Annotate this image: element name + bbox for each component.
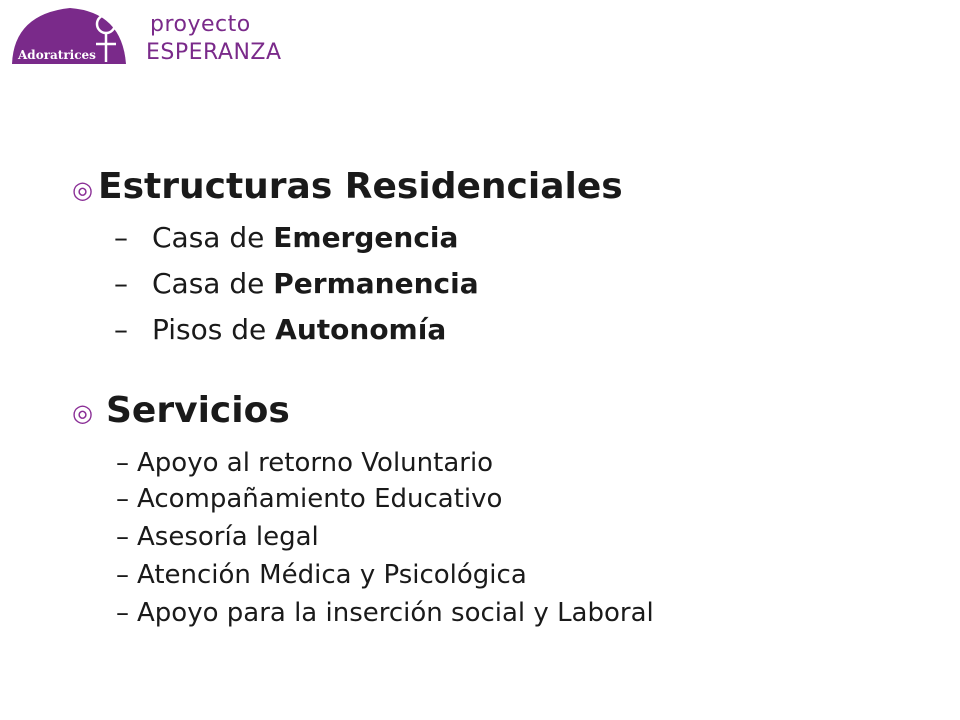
logo <box>10 4 282 68</box>
list-dash: – <box>116 484 129 514</box>
list-dash: – <box>114 221 128 254</box>
list-item-text: Acompañamiento Educativo <box>137 484 503 514</box>
section-heading: Servicios <box>106 390 290 431</box>
list-item <box>116 600 654 626</box>
list-dash: – <box>114 313 128 346</box>
logo-brand: Adoratrices <box>18 48 96 62</box>
list-dash: – <box>116 598 129 628</box>
list-item-text: Apoyo para la inserción social y Laboral <box>137 598 654 628</box>
list-item-text: Asesoría legal <box>137 522 319 552</box>
list-item <box>114 267 479 300</box>
list-item-text: Atención Médica y Psicológica <box>137 560 527 590</box>
logo-esperanza: ESPERANZA <box>146 40 282 65</box>
list-item-bold: Emergencia <box>273 221 459 254</box>
logo-proyecto: proyecto <box>150 12 251 37</box>
list-dash: – <box>116 448 129 478</box>
circled-ring-bullet-icon: ◎ <box>72 176 93 204</box>
list-item-prefix: Casa de <box>152 221 274 254</box>
list-dash: – <box>114 267 128 300</box>
section-heading: Estructuras Residenciales <box>98 166 623 207</box>
list-item <box>116 524 319 550</box>
list-item-bold: Permanencia <box>273 267 479 300</box>
list-item-prefix: Pisos de <box>152 313 276 346</box>
list-item <box>114 221 459 254</box>
list-item <box>116 486 502 512</box>
list-dash: – <box>116 560 129 590</box>
list-item <box>116 562 527 588</box>
list-item <box>116 450 493 476</box>
list-dash: – <box>116 522 129 552</box>
list-item <box>114 313 447 346</box>
list-item-text: Apoyo al retorno Voluntario <box>137 448 494 478</box>
list-item-prefix: Casa de <box>152 267 274 300</box>
circled-ring-bullet-icon: ◎ <box>72 399 93 427</box>
list-item-bold: Autonomía <box>275 313 447 346</box>
